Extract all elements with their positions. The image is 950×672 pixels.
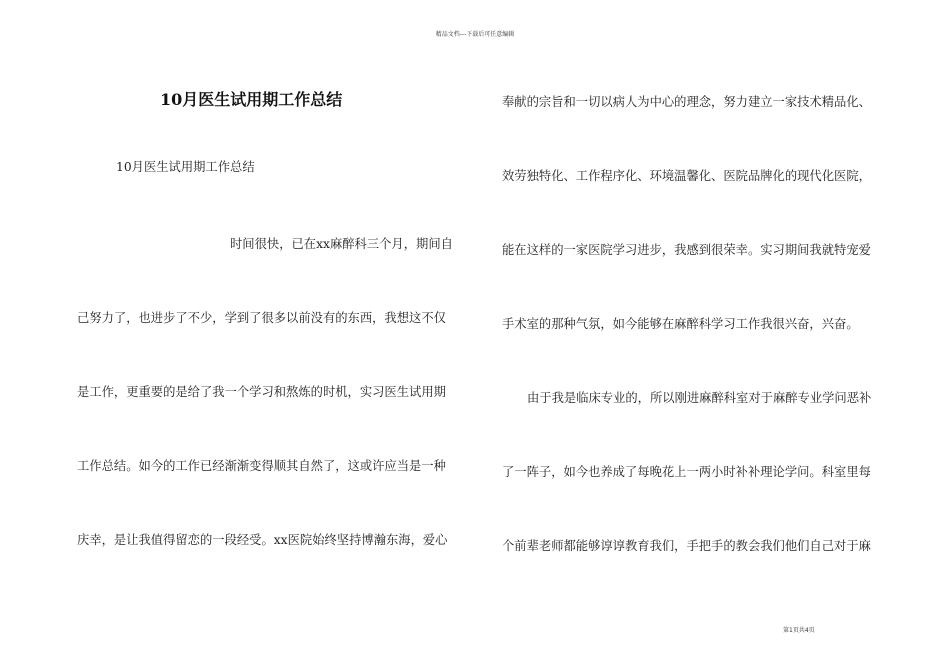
paragraph-line: 个前辈老师都能够谆谆教育我们，手把手的教会我们他们自己对于麻: [502, 539, 871, 553]
paragraph-line: 奉献的宗旨和一切以病人为中心的理念，努力建立一家技术精品化、: [502, 95, 871, 109]
paragraph-line: 是工作，更重要的是给了我一个学习和熬炼的时机，实习医生试用期: [77, 385, 446, 399]
paragraph-line: 由于我是临床专业的，所以刚进麻醉科室对于麻醉专业学问恶补: [527, 391, 872, 405]
paragraph-line: 工作总结。如今的工作已经渐渐变得顺其自然了，这或许应当是一种: [77, 459, 446, 473]
paragraph-line: 手术室的那种气氛，如今能够在麻醉科学习工作我很兴奋，兴奋。: [502, 317, 859, 331]
page-number: 第1页共4页: [783, 627, 815, 634]
paragraph-line: 己努力了，也进步了不少，学到了很多以前没有的东西，我想这不仅: [77, 311, 446, 325]
paragraph-line: 效劳独特化、工作程序化、环境温馨化、医院品牌化的现代化医院，: [502, 169, 871, 183]
document-subtitle: 10月医生试用期工作总结: [116, 160, 255, 174]
paragraph-line: 能在这样的一家医院学习进步，我感到很荣幸。实习期间我就特宠爱: [502, 243, 871, 257]
paragraph-line: 庆幸，是让我值得留恋的一段经受。xx医院始终坚持博瀚东海，爱心: [77, 533, 448, 547]
paragraph-line: 了一阵子，如今也养成了每晚花上一两小时补补理论学问。科室里每: [502, 465, 871, 479]
paragraph-line: 时间很快，已在xx麻醉科三个月，期间自: [230, 237, 453, 251]
document-title: 10月医生试用期工作总结: [160, 90, 343, 109]
header-note: 精品文档---下载后可任意编辑: [435, 31, 515, 38]
